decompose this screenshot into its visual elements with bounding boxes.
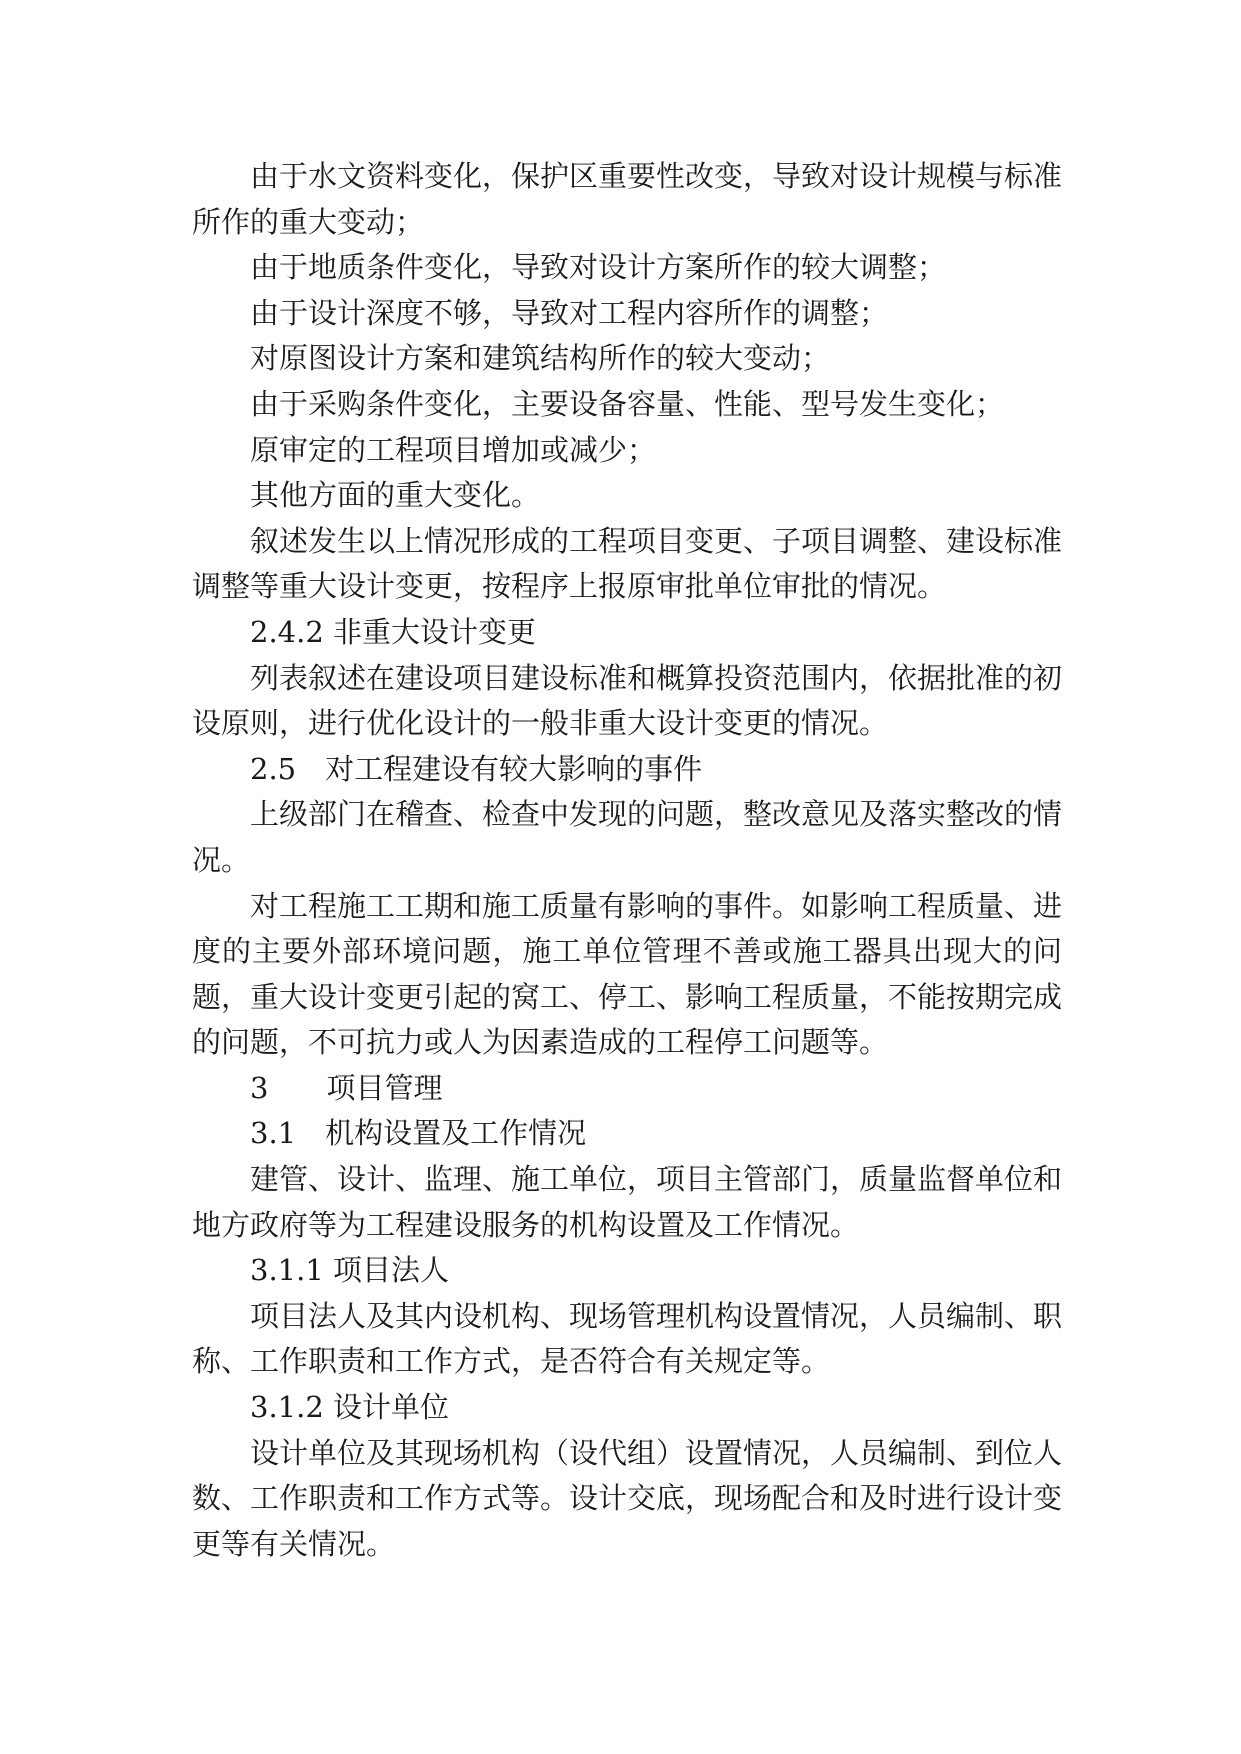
heading-2-5: 2.5 对工程建设有较大影响的事件	[250, 751, 703, 786]
paragraph-design-depth: 由于设计深度不够，导致对工程内容所作的调整；	[250, 295, 889, 330]
paragraph-project-legal-person: 项目法人及其内设机构、现场管理机构设置情况，人员编制、职称、工作职责和工作方式，是否符合有关规定等。	[192, 1298, 1063, 1379]
paragraph-other-changes: 其他方面的重大变化。	[250, 478, 541, 513]
paragraph-major-change-summary: 叙述发生以上情况形成的工程项目变更、子项目调整、建设标准调整等重大设计变更，按程序上报原审批单位审批的情况。	[192, 523, 1063, 604]
heading-3-1-2: 3.1.2 设计单位	[250, 1390, 450, 1425]
heading-3: 3 项目管理	[250, 1070, 443, 1105]
paragraph-schedule-quality-events: 对工程施工工期和施工质量有影响的事件。如影响工程质量、进度的主要外部环境问题，施工单位管理不善或施工器具出现大的问题，重大设计变更引起的窝工、停工、影响工程质量，不能按期完成的问题，不可抗力或人为因素造成的工程停工问题等。	[192, 888, 1063, 1060]
heading-3-1: 3.1 机构设置及工作情况	[250, 1116, 587, 1151]
paragraph-inspection-issues: 上级部门在稽查、检查中发现的问题，整改意见及落实整改的情况。	[192, 797, 1063, 877]
heading-2-4-2: 2.4.2 非重大设计变更	[250, 614, 537, 649]
paragraph-organizations: 建管、设计、监理、施工单位，项目主管部门，质量监督单位和地方政府等为工程建设服务的机构设置及工作情况。	[192, 1162, 1063, 1242]
heading-3-1-1: 3.1.1 项目法人	[250, 1253, 450, 1288]
paragraph-procurement-change: 由于采购条件变化，主要设备容量、性能、型号发生变化；	[250, 386, 1005, 421]
paragraph-minor-change: 列表叙述在建设项目建设标准和概算投资范围内，依据批准的初设原则，进行优化设计的一般非重大设计变更的情况。	[192, 660, 1063, 741]
paragraph-design-unit: 设计单位及其现场机构（设代组）设置情况，人员编制、到位人数、工作职责和工作方式等。设计交底，现场配合和及时进行设计变更等有关情况。	[192, 1435, 1063, 1561]
document-body	[192, 154, 1062, 1567]
paragraph-geology-change: 由于地质条件变化，导致对设计方案所作的较大调整；	[250, 250, 947, 285]
paragraph-hydrology-change: 由于水文资料变化，保护区重要性改变，导致对设计规模与标准所作的重大变动；	[192, 159, 1063, 239]
paragraph-original-design: 对原图设计方案和建筑结构所作的较大变动；	[250, 341, 831, 376]
paragraph-project-items: 原审定的工程项目增加或减少；	[250, 432, 657, 467]
